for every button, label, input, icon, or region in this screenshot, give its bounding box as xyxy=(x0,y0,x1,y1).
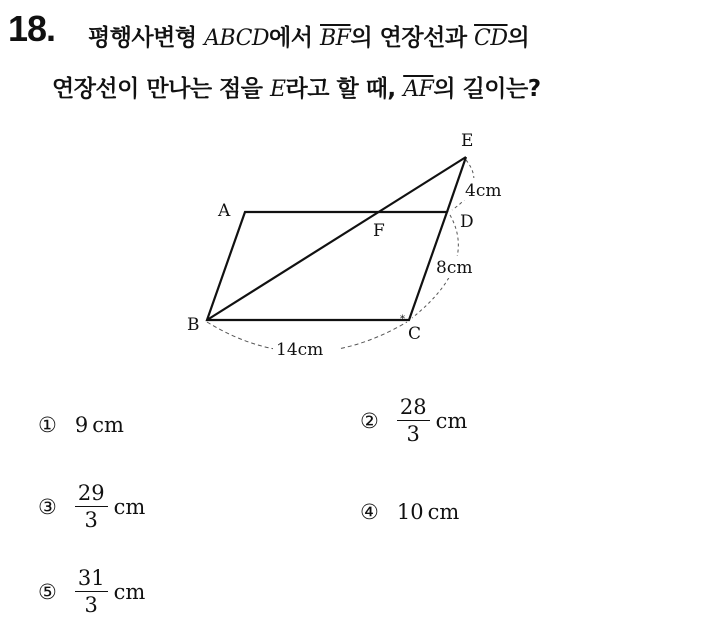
option-5-numerator: 31 xyxy=(75,567,108,592)
option-3[interactable] xyxy=(38,482,145,532)
option-5-unit: cm xyxy=(113,580,146,605)
option-5-number: ⑤ xyxy=(38,580,57,605)
math-symbol: $\overline{BF}$ xyxy=(320,26,351,51)
question-text-segment: 에서 xyxy=(269,25,320,51)
length-dc: 8cm xyxy=(436,258,473,278)
line-be xyxy=(207,157,466,320)
question-text-segment: 의 xyxy=(507,25,530,51)
question-text-segment: 연장선이 만나는 점을 xyxy=(52,76,270,102)
question-text-segment: 라고 할 때, xyxy=(285,76,404,102)
option-1-unit: cm xyxy=(92,413,124,437)
option-4-value: 10 xyxy=(396,500,424,524)
label-f: F xyxy=(373,221,385,241)
math-symbol: $\overline{CD}$ xyxy=(474,26,508,51)
question-number: 18. xyxy=(8,8,56,49)
option-3-numerator: 29 xyxy=(75,482,108,507)
option-4[interactable] xyxy=(360,500,459,524)
option-2-unit: cm xyxy=(435,409,468,434)
option-4-unit: cm xyxy=(427,500,460,524)
option-2[interactable] xyxy=(360,396,467,446)
option-5-denominator: 3 xyxy=(84,593,98,618)
label-d: D xyxy=(460,212,474,232)
length-ed: 4cm xyxy=(465,181,502,201)
label-e: E xyxy=(461,131,474,151)
length-bc: 14cm xyxy=(276,340,324,360)
option-3-denominator: 3 xyxy=(84,508,98,533)
option-5[interactable] xyxy=(38,567,145,617)
option-3-fraction xyxy=(75,482,108,532)
math-symbol: $\overline{AF}$ xyxy=(403,77,434,102)
parallelogram-abcd xyxy=(207,212,447,320)
label-b: B xyxy=(187,315,200,335)
question-text-segment: 평행사변형 xyxy=(88,25,205,51)
option-3-number: ③ xyxy=(38,495,57,520)
option-1-value: 9 xyxy=(74,413,89,437)
option-1[interactable] xyxy=(38,413,124,437)
option-2-fraction xyxy=(397,396,430,446)
option-2-number: ② xyxy=(360,409,379,434)
option-2-numerator: 28 xyxy=(397,396,430,421)
question-text-segment: 의 길이는? xyxy=(433,76,541,102)
label-c: C xyxy=(408,324,422,344)
option-4-number: ④ xyxy=(360,500,379,524)
question-text-segment: 의 연장선과 xyxy=(350,25,475,51)
math-symbol: E xyxy=(269,77,286,102)
option-5-fraction xyxy=(75,567,108,617)
label-a: A xyxy=(218,201,231,221)
tick-mark: * xyxy=(400,314,405,325)
option-1-number: ① xyxy=(38,413,57,437)
math-symbol: ABCD xyxy=(204,26,270,51)
option-2-denominator: 3 xyxy=(406,422,420,447)
option-3-unit: cm xyxy=(113,495,146,520)
